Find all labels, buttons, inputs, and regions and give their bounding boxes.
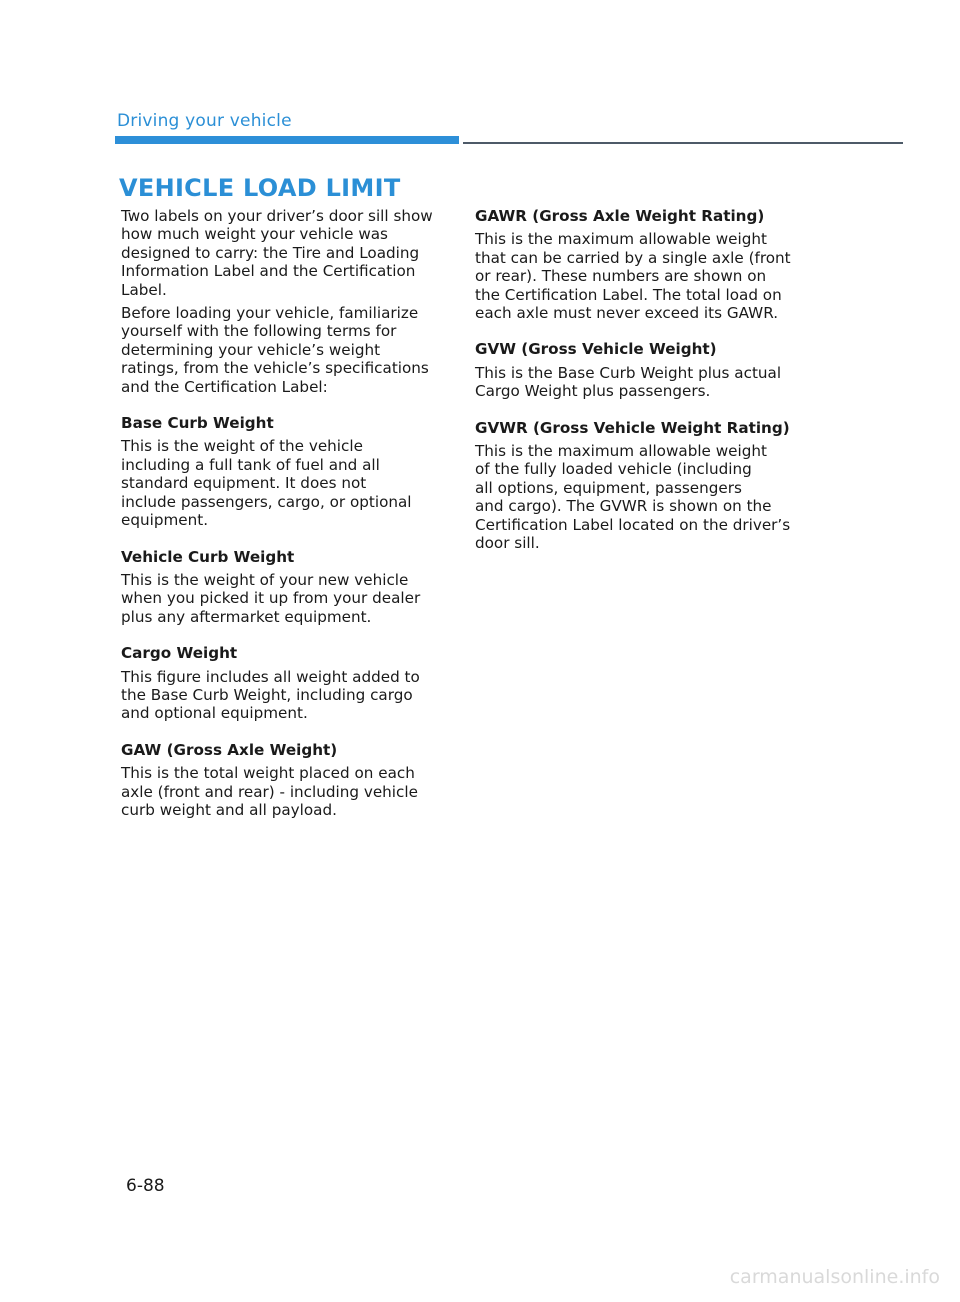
spacer (121, 728, 446, 741)
term-heading-gvwr: GVWR (Gross Vehicle Weight Rating) (475, 418, 790, 437)
term-heading-gaw: GAW (Gross Axle Weight) (121, 740, 338, 759)
spacer (475, 327, 810, 340)
header-divider-rule (463, 142, 903, 144)
spacer (121, 535, 446, 548)
spacer (121, 401, 446, 414)
page-title: VEHICLE LOAD LIMIT (119, 174, 401, 202)
watermark: carmanualsonline.info (729, 1266, 940, 1288)
header-accent-rule (115, 136, 459, 144)
term-text-gvw: This is the Base Curb Weight plus actual Cargo Weight plus passengers. (475, 363, 782, 401)
term-heading-gvw: GVW (Gross Vehicle Weight) (475, 340, 717, 359)
page-number: 6-88 (126, 1176, 165, 1196)
term-heading-base-curb-weight: Base Curb Weight (121, 414, 274, 433)
term-text-vehicle-curb-weight: This is the weight of your new vehicle when you picked it up from your dealer plus any aftermarket equipment. (121, 570, 421, 626)
term-text-gaw: This is the total weight placed on each axle (front and rear) - including vehicle curb weight and all payload. (121, 764, 418, 819)
term-text-cargo-weight: This figure includes all weight added to the Base Curb Weight, including cargo and optional equipment. (121, 667, 420, 723)
term-text-gvwr: This is the maximum allowable weight of the fully loaded vehicle (including all options, equipment, passengers and cargo). The GVWR is shown on the Certification Label located on the driver’s door sill. (475, 442, 791, 553)
term-heading-cargo-weight: Cargo Weight (121, 644, 238, 663)
spacer (475, 406, 810, 419)
section-header: Driving your vehicle (117, 111, 292, 131)
left-column (121, 207, 446, 824)
term-text-gawr: This is the maximum allowable weight that can be carried by a single axle (front or rear). These numbers are shown on the Certification Label. The total load on each axle must never exceed its GAWR. (475, 230, 791, 323)
spacer (121, 631, 446, 644)
term-text-base-curb-weight: This is the weight of the vehicle including a full tank of fuel and all standard equipment. It does not include passengers, cargo, or optional equipment. (121, 437, 412, 530)
intro-paragraph-1: Two labels on your driver’s door sill show how much weight your vehicle was designed to carry: the Tire and Loading Information Label and the Certification Label. (121, 207, 433, 299)
term-heading-gawr: GAWR (Gross Axle Weight Rating) (475, 207, 765, 225)
right-column (475, 207, 810, 558)
term-heading-vehicle-curb-weight: Vehicle Curb Weight (121, 547, 295, 566)
intro-paragraph-2: Before loading your vehicle, familiarize yourself with the following terms for determining your vehicle’s weight ratings, from the vehicle’s specifications and the Certification Label: (121, 304, 429, 396)
